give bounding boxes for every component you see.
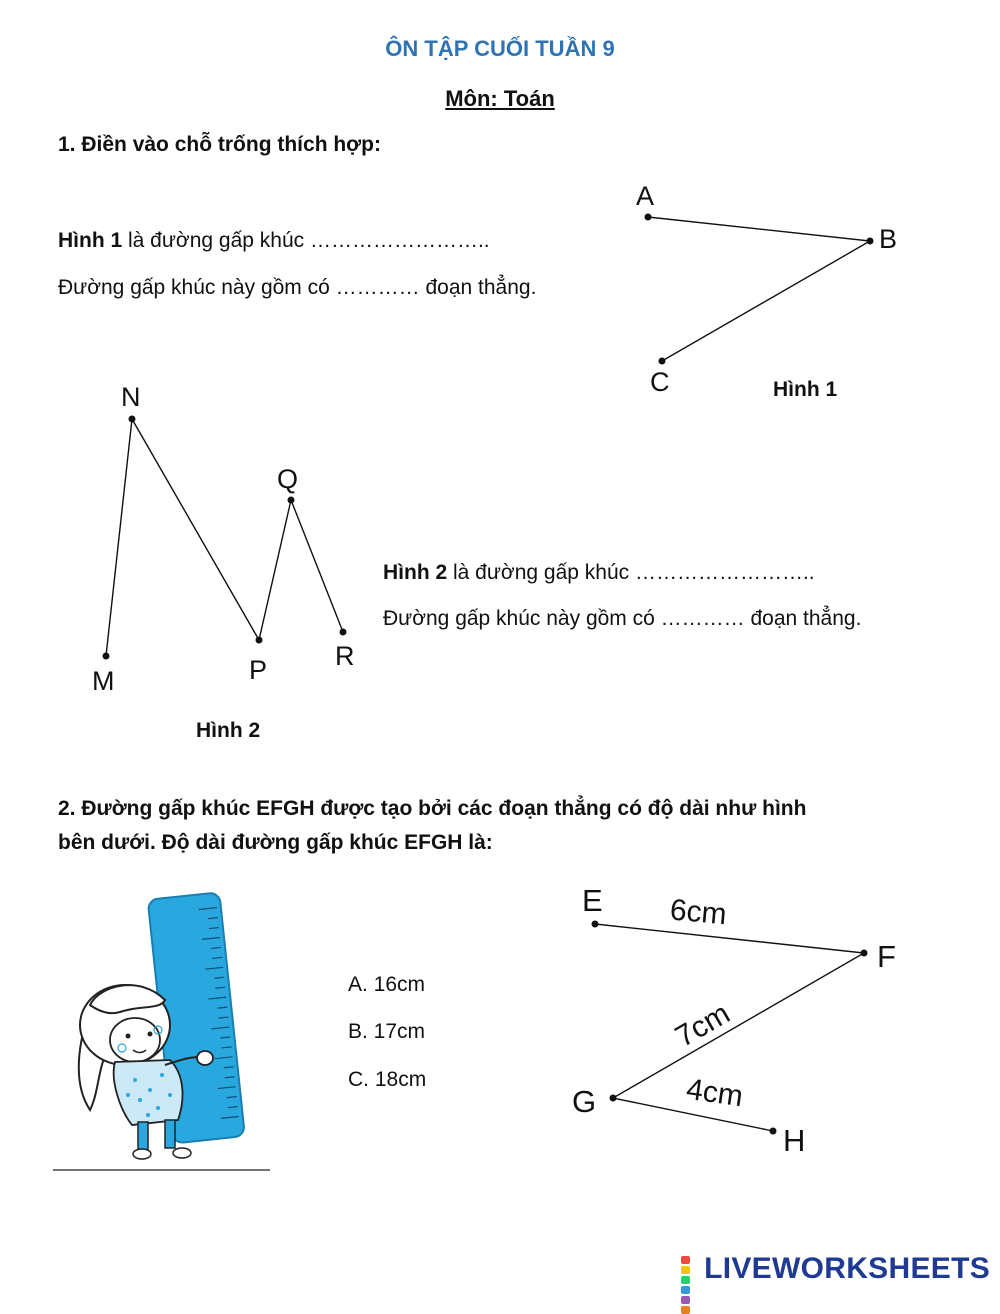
fig1-segment-count[interactable]: Đường gấp khúc này gồm có ………… đoạn thẳng. — [58, 276, 537, 299]
efgh-point-e — [592, 921, 599, 928]
fig2-label-m: M — [92, 666, 115, 696]
fig2-name: Hình 2 — [383, 561, 448, 584]
option-b[interactable]: B. 17cm — [348, 1020, 426, 1043]
fig2-statement — [383, 561, 815, 585]
page-title: ÔN TẬP CUỐI TUẦN 9 — [385, 36, 615, 61]
fig1-caption: Hình 1 — [773, 378, 838, 401]
fig1-statement — [58, 229, 490, 253]
segment-fg-length: 7cm — [669, 996, 736, 1054]
fig1-label-c: C — [650, 367, 670, 397]
fig2-point-p — [256, 637, 263, 644]
efgh-label-g: G — [572, 1084, 597, 1119]
fig2-point-r — [340, 629, 347, 636]
fig2-point-n — [129, 416, 136, 423]
efgh-label-e: E — [582, 883, 603, 918]
efgh-point-f — [861, 950, 868, 957]
efgh-label-f: F — [877, 939, 896, 974]
ruler-icon — [148, 892, 245, 1143]
segment-gh-length: 4cm — [684, 1072, 745, 1114]
efgh-point-g — [610, 1095, 617, 1102]
liveworksheets-logo[interactable] — [680, 1252, 990, 1286]
fig1-label-a: A — [636, 181, 655, 211]
question-1-heading: 1. Điền vào chỗ trống thích hợp: — [58, 133, 381, 156]
fig2-segment-count[interactable]: Đường gấp khúc này gồm có ………… đoạn thẳng. — [383, 607, 862, 630]
fig1-point-b — [867, 238, 874, 245]
fig2-label-n: N — [121, 382, 141, 412]
question-2-heading-line1: 2. Đường gấp khúc EFGH được tạo bởi các đoạn thẳng có độ dài như hình — [58, 797, 807, 820]
segment-ef-length: 6cm — [668, 893, 728, 932]
liveworksheets-logo-icon — [680, 1255, 700, 1283]
subject-label: Môn: Toán — [445, 86, 555, 111]
fig2-blank-text[interactable]: là đường gấp khúc …………………….. — [447, 561, 815, 584]
fig2-point-q — [288, 497, 295, 504]
fig2-label-q: Q — [277, 464, 299, 494]
fig1-point-a — [645, 214, 652, 221]
fig2-label-r: R — [335, 641, 355, 671]
fig1-point-c — [659, 358, 666, 365]
efgh-point-h — [770, 1128, 777, 1135]
efgh-polyline — [595, 924, 864, 1131]
fig2-caption: Hình 2 — [196, 719, 261, 742]
option-a[interactable]: A. 16cm — [348, 973, 426, 996]
fig1-label-b: B — [879, 224, 898, 254]
fig2-label-p: P — [249, 655, 268, 685]
question-2-heading-line2: bên dưới. Độ dài đường gấp khúc EFGH là: — [58, 831, 493, 854]
liveworksheets-logo-text: LIVEWORKSHEETS — [704, 1252, 990, 1285]
fig1-polyline — [648, 217, 870, 361]
fig2-polyline — [106, 419, 343, 656]
fig1-name: Hình 1 — [58, 229, 123, 252]
fig2-point-m — [103, 653, 110, 660]
fig1-blank-text[interactable]: là đường gấp khúc …………………….. — [122, 229, 490, 252]
efgh-label-h: H — [783, 1123, 806, 1158]
option-c[interactable]: C. 18cm — [348, 1068, 427, 1091]
